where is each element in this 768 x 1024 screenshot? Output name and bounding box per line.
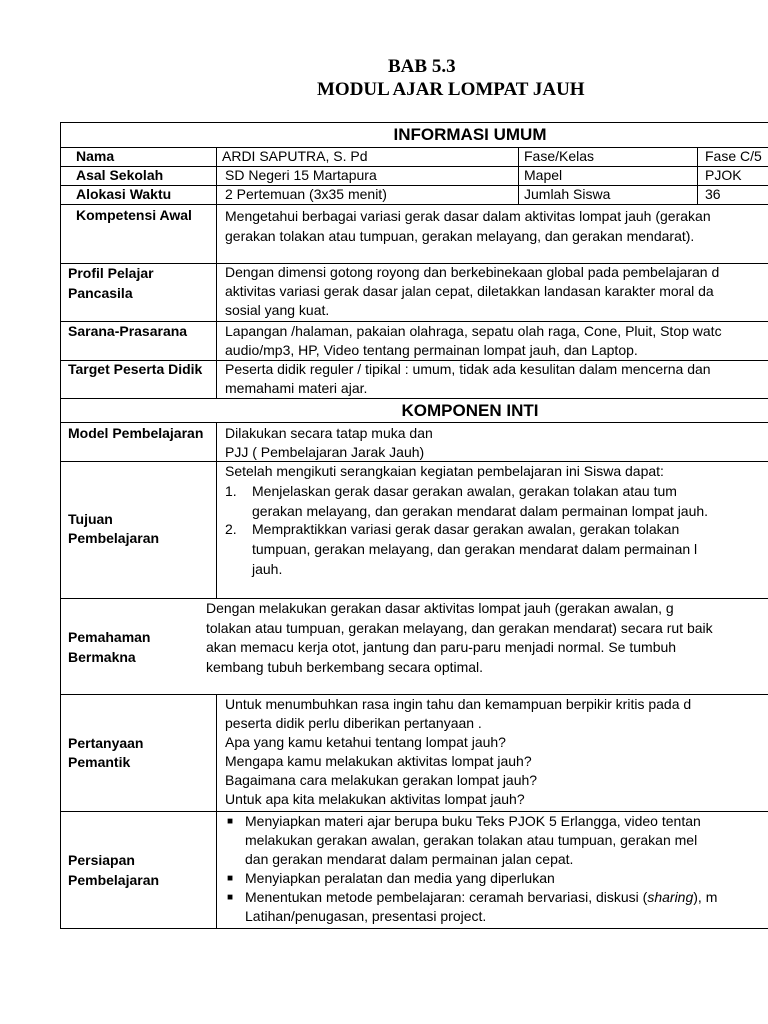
- text-line: Apa yang kamu ketahui tentang lompat jauh?: [225, 734, 506, 750]
- label-line: Pembelajaran: [68, 872, 160, 888]
- text-line: dan gerakan mendarat dalam permainan jalan cepat.: [245, 851, 574, 867]
- label-line: Pancasila: [68, 285, 133, 301]
- value-tujuan-pembelajaran: [225, 462, 708, 579]
- label-kompetensi-awal: Kompetensi Awal: [76, 207, 192, 223]
- text-line: melakukan gerakan awalan, gerakan tolakan atau tumpuan, gerakan mel: [245, 832, 698, 848]
- text-line: Mempraktikkan variasi gerak dasar gerakan awalan, gerakan tolakan: [252, 521, 680, 537]
- text-line: sosial yang kuat.: [225, 302, 330, 318]
- label-target-peserta-didik: Target Peserta Didik: [68, 361, 203, 377]
- label-nama: Nama: [76, 148, 115, 164]
- list-number: 1.: [225, 483, 237, 499]
- value-kompetensi-awal: [225, 206, 711, 246]
- text-line: audio/mp3, HP, Video tentang permainan lompat jauh, dan Laptop.: [225, 342, 638, 358]
- text-line: Setelah mengikuti serangkaian kegiatan pembelajaran ini Siswa dapat:: [225, 463, 664, 479]
- text-fragment-italic: sharing: [647, 889, 694, 905]
- text-fragment: Menentukan metode pembelajaran: ceramah bervariasi, diskusi (: [245, 889, 648, 905]
- document-title: MODUL AJAR LOMPAT JAUH: [317, 79, 585, 100]
- list-number: 2.: [225, 521, 237, 537]
- list-item: [225, 812, 717, 869]
- value-pemahaman-bermakna: [206, 599, 713, 677]
- text-line: Untuk menumbuhkan rasa ingin tahu dan kemampuan berpikir kritis pada d: [225, 696, 692, 712]
- value-jumlah-siswa: 36: [705, 186, 721, 202]
- label-tujuan-pembelajaran: [68, 510, 159, 548]
- text-line: Mengetahui berbagai variasi gerak dasar dalam aktivitas lompat jauh (gerakan: [225, 208, 711, 224]
- label-profil-pelajar-pancasila: [68, 263, 154, 303]
- value-nama: ARDI SAPUTRA, S. Pd: [222, 148, 368, 164]
- label-model-pembelajaran: Model Pembelajaran: [68, 425, 204, 441]
- chapter-number: BAB 5.3: [388, 56, 456, 77]
- text-line: aktivitas variasi gerak dasar jalan cepat, diletakkan landasan karakter moral da: [225, 283, 714, 299]
- text-line: Menjelaskan gerak dasar gerakan awalan, gerakan tolakan atau tum: [252, 483, 677, 499]
- module-table: [60, 122, 768, 928]
- value-profil-pelajar-pancasila: [225, 263, 719, 320]
- text-line: Lapangan /halaman, pakaian olahraga, sepatu olah raga, Cone, Pluit, Stop watc: [225, 323, 722, 339]
- value-persiapan-pembelajaran: [225, 812, 717, 926]
- value-target-peserta-didik: [225, 360, 711, 398]
- label-persiapan-pembelajaran: [68, 850, 159, 890]
- label-asal-sekolah: Asal Sekolah: [76, 167, 164, 183]
- value-mapel: PJOK: [705, 167, 742, 183]
- text-line: Menyiapkan peralatan dan media yang diperlukan: [245, 870, 555, 886]
- label-line: Pembelajaran: [68, 530, 160, 546]
- text-line: tumpuan, gerakan melayang, dan gerakan mendarat dalam permainan l: [252, 541, 698, 557]
- label-line: Pertanyaan: [68, 735, 144, 751]
- label-line: Profil Pelajar: [68, 265, 154, 281]
- bullet-icon: ■: [227, 892, 234, 903]
- text-line: Mengapa kamu melakukan aktivitas lompat jauh?: [225, 753, 532, 769]
- text-line: akan memacu kerja otot, jantung dan paru-paru menjadi normal. Se tumbuh: [206, 639, 677, 655]
- bullet-icon: ■: [227, 816, 234, 827]
- value-sarana-prasarana: [225, 322, 722, 360]
- label-line: Bermakna: [68, 649, 136, 665]
- text-fragment: ), m: [693, 889, 718, 905]
- section-header-informasi-umum: INFORMASI UMUM: [393, 125, 547, 144]
- label-mapel: Mapel: [524, 167, 563, 183]
- list-item: [225, 888, 717, 926]
- section-header-komponen-inti: KOMPONEN INTI: [401, 401, 539, 420]
- text-line: PJJ ( Pembelajaran Jarak Jauh): [225, 444, 425, 460]
- text-line: gerakan tolakan atau tumpuan, gerakan melayang, dan gerakan mendarat).: [225, 228, 695, 244]
- text-line: Latihan/penugasan, presentasi project.: [245, 908, 487, 924]
- text-line: peserta didik perlu diberikan pertanyaan .: [225, 715, 482, 731]
- label-alokasi-waktu: Alokasi Waktu: [76, 186, 172, 202]
- label-jumlah-siswa: Jumlah Siswa: [524, 186, 611, 202]
- label-line: Pemahaman: [68, 629, 151, 645]
- list-item: [225, 519, 708, 579]
- label-pemahaman-bermakna: [68, 627, 150, 667]
- text-line: Dengan dimensi gotong royong dan berkebinekaan global pada pembelajaran d: [225, 264, 720, 280]
- text-line: [245, 888, 717, 907]
- list-item: [225, 481, 708, 521]
- label-line: Pemantik: [68, 754, 131, 770]
- value-model-pembelajaran: [225, 424, 433, 462]
- value-asal-sekolah: SD Negeri 15 Martapura: [225, 167, 377, 183]
- text-line: tolakan atau tumpuan, gerakan melayang, dan gerakan mendarat) secara rut baik: [206, 619, 713, 636]
- text-line: jauh.: [252, 561, 283, 577]
- text-line: Dengan melakukan gerakan dasar aktivitas lompat jauh (gerakan awalan, g: [206, 600, 674, 616]
- value-fase-kelas: Fase C/5: [705, 148, 762, 164]
- label-line: Persiapan: [68, 852, 135, 868]
- bullet-icon: ■: [227, 873, 234, 884]
- text-line: Untuk apa kita melakukan aktivitas lompat jauh?: [225, 791, 525, 807]
- text-line: Bagaimana cara melakukan gerakan lompat jauh?: [225, 772, 538, 788]
- value-pertanyaan-pemantik: [225, 695, 691, 809]
- value-alokasi-waktu: 2 Pertemuan (3x35 menit): [225, 186, 387, 202]
- label-line: Tujuan: [68, 511, 113, 527]
- text-line: memahami materi ajar.: [225, 380, 368, 396]
- text-line: gerakan melayang, dan gerakan mendarat dalam permainan lompat jauh.: [252, 503, 709, 519]
- text-line: Peserta didik reguler / tipikal : umum, tidak ada kesulitan dalam mencerna dan: [225, 361, 711, 377]
- label-pertanyaan-pemantik: [68, 734, 143, 772]
- label-fase-kelas: Fase/Kelas: [524, 148, 595, 164]
- text-line: Menyiapkan materi ajar berupa buku Teks PJOK 5 Erlangga, video tentan: [245, 813, 701, 829]
- text-line: Dilakukan secara tatap muka dan: [225, 425, 433, 441]
- list-item: [225, 869, 717, 888]
- label-sarana-prasarana: Sarana-Prasarana: [68, 323, 188, 339]
- text-line: kembang tubuh berkembang secara optimal.: [206, 658, 484, 675]
